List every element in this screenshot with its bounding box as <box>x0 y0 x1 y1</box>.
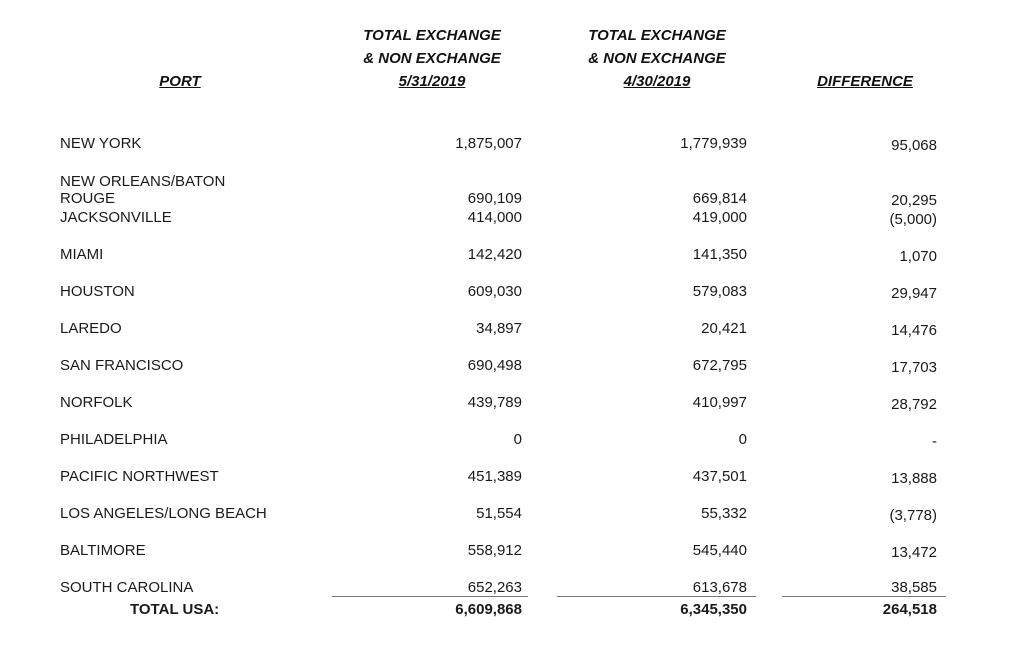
value-may: 34,897 <box>476 320 522 337</box>
header-may-line1: TOTAL EXCHANGE <box>363 27 501 44</box>
table-row <box>0 465 1024 485</box>
port-name: PHILADELPHIA <box>60 431 168 448</box>
value-may: 652,263 <box>467 579 522 596</box>
value-difference: - <box>932 433 937 450</box>
value-apr: 55,332 <box>701 505 747 522</box>
value-apr: 545,440 <box>692 542 747 559</box>
table-row <box>0 132 1024 152</box>
port-name: LAREDO <box>60 320 122 337</box>
value-difference: 1,070 <box>899 248 937 265</box>
value-difference: 28,792 <box>891 396 937 413</box>
header-port <box>130 70 230 93</box>
value-difference: 20,295 <box>891 192 937 209</box>
subtotal-rule-may <box>332 596 528 597</box>
value-apr: 20,421 <box>701 320 747 337</box>
table-row <box>0 243 1024 263</box>
port-name: LOS ANGELES/LONG BEACH <box>60 505 267 522</box>
value-may: 558,912 <box>467 542 522 559</box>
value-may: 414,000 <box>467 209 522 226</box>
value-may: 142,420 <box>467 246 522 263</box>
header-difference-label: DIFFERENCE <box>817 73 913 90</box>
header-apr-2019 <box>557 24 757 93</box>
port-name: SOUTH CAROLINA <box>60 579 194 596</box>
value-difference: 17,703 <box>891 359 937 376</box>
value-apr: 1,779,939 <box>680 135 747 152</box>
header-difference <box>790 70 940 93</box>
value-may: 0 <box>513 431 522 448</box>
port-name-line2: ROUGE <box>60 190 116 207</box>
value-difference: 13,472 <box>891 544 937 561</box>
header-apr-line2: & NON EXCHANGE <box>588 50 726 67</box>
table-row <box>0 317 1024 337</box>
total-difference: 264,518 <box>882 601 937 618</box>
subtotal-rule-difference <box>782 596 946 597</box>
port-name: MIAMI <box>60 246 104 263</box>
table-row <box>0 391 1024 411</box>
value-difference: 38,585 <box>891 579 937 596</box>
value-difference: (3,778) <box>889 507 937 524</box>
header-apr-date: 4/30/2019 <box>623 73 691 90</box>
value-apr: 669,814 <box>692 190 747 207</box>
value-may: 439,789 <box>467 394 522 411</box>
value-apr: 141,350 <box>692 246 747 263</box>
table-row <box>0 206 1024 226</box>
value-difference: 95,068 <box>891 137 937 154</box>
port-name: SAN FRANCISCO <box>60 357 184 374</box>
port-name: NEW YORK <box>60 135 142 152</box>
header-apr-line1: TOTAL EXCHANGE <box>588 27 726 44</box>
total-may: 6,609,868 <box>455 601 522 618</box>
header-may-2019 <box>332 24 532 93</box>
value-apr: 0 <box>738 431 747 448</box>
value-difference: 29,947 <box>891 285 937 302</box>
port-name: JACKSONVILLE <box>60 209 172 226</box>
table-row <box>0 354 1024 374</box>
value-may: 690,498 <box>467 357 522 374</box>
table-row <box>0 428 1024 448</box>
value-apr: 419,000 <box>692 209 747 226</box>
port-name: HOUSTON <box>60 283 135 300</box>
total-row <box>0 601 1024 621</box>
value-difference: 14,476 <box>891 322 937 339</box>
value-apr: 437,501 <box>692 468 747 485</box>
value-apr: 672,795 <box>692 357 747 374</box>
table-row <box>0 280 1024 300</box>
header-may-line2: & NON EXCHANGE <box>363 50 501 67</box>
value-apr: 579,083 <box>692 283 747 300</box>
table-row <box>0 502 1024 522</box>
value-may: 451,389 <box>467 468 522 485</box>
port-name: NORFOLK <box>60 394 133 411</box>
table-row <box>0 576 1024 596</box>
value-difference: 13,888 <box>891 470 937 487</box>
table-row <box>0 169 1024 207</box>
value-apr: 410,997 <box>692 394 747 411</box>
port-name <box>60 173 320 207</box>
value-may: 690,109 <box>467 190 522 207</box>
subtotal-rule-apr <box>557 596 756 597</box>
header-port-label: PORT <box>159 73 201 90</box>
value-may: 1,875,007 <box>455 135 522 152</box>
total-label: TOTAL USA: <box>130 601 220 618</box>
port-name: BALTIMORE <box>60 542 146 559</box>
value-may: 51,554 <box>476 505 522 522</box>
table-row <box>0 539 1024 559</box>
value-may: 609,030 <box>467 283 522 300</box>
port-name-line1: NEW ORLEANS/BATON <box>60 173 226 190</box>
value-difference: (5,000) <box>889 211 937 228</box>
value-apr: 613,678 <box>692 579 747 596</box>
header-may-date: 5/31/2019 <box>398 73 466 90</box>
total-apr: 6,345,350 <box>680 601 747 618</box>
port-name: PACIFIC NORTHWEST <box>60 468 219 485</box>
